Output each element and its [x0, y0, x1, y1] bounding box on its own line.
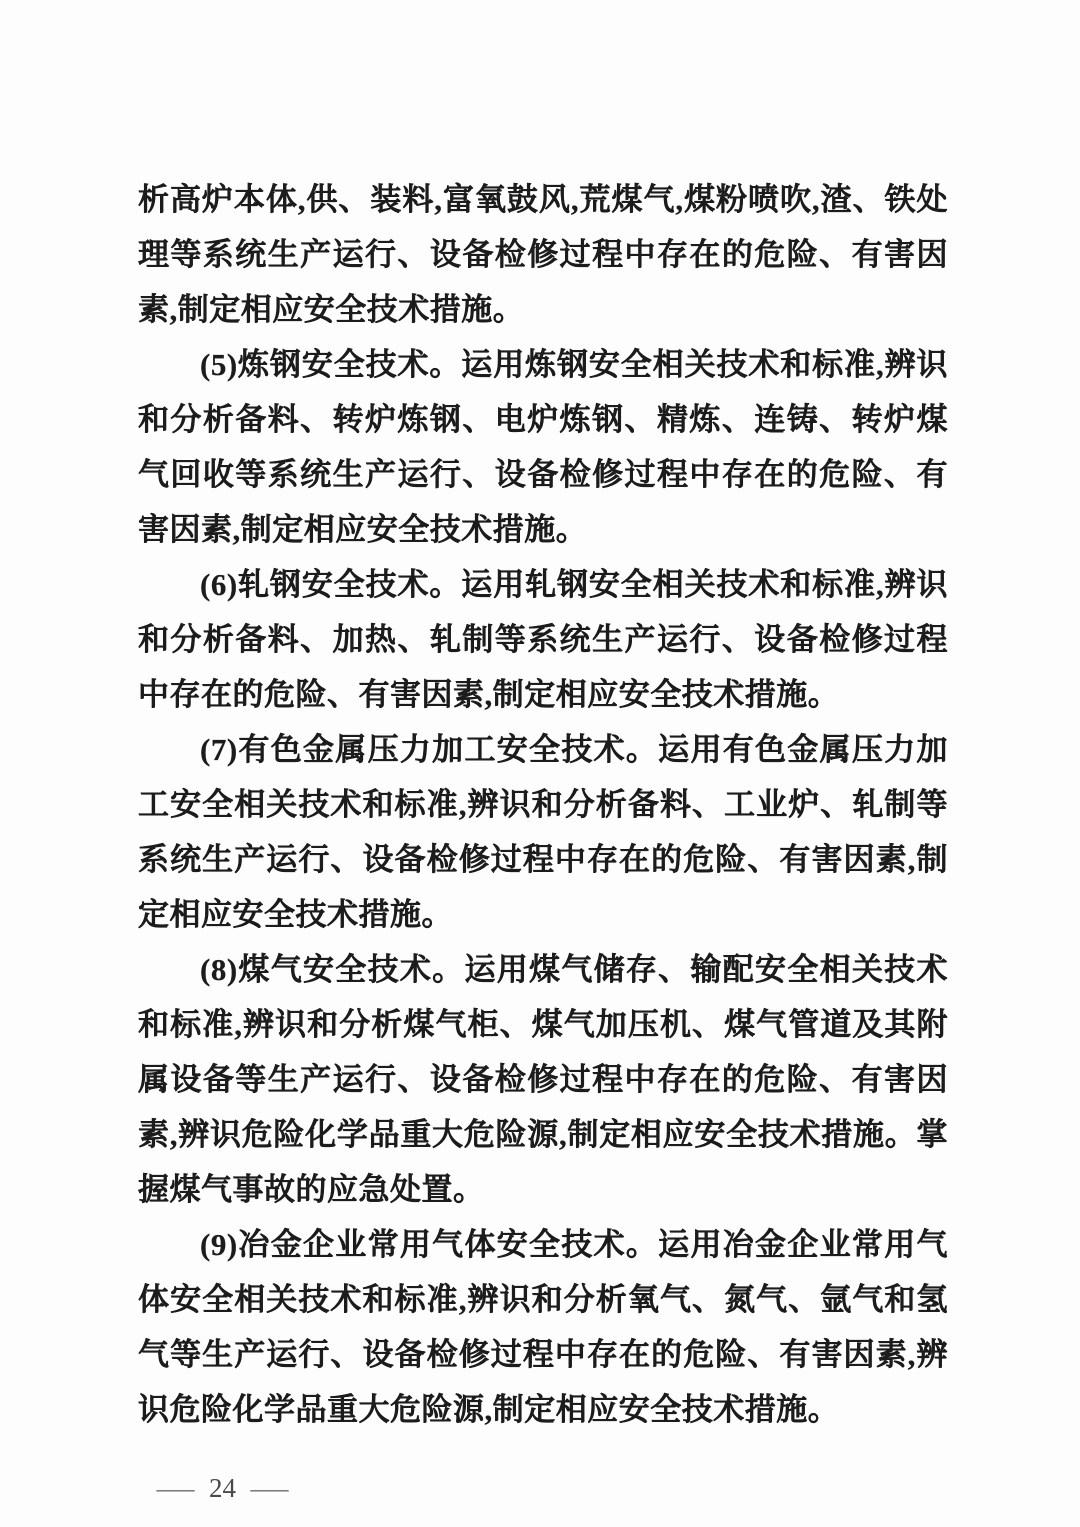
page-footer: [138, 1473, 945, 1504]
footer-dash-left: —: [156, 1473, 195, 1503]
paragraph-item-6-steel-rolling-safety: (6)轧钢安全技术。运用轧钢安全相关技术和标准,辨识和分析备料、加热、轧制等系统生产运行、设备检修过程中存在的危险、有害因素,制定相应安全技术措施。: [138, 567, 948, 712]
paragraph-continuation: 析高炉本体,供、装料,富氧鼓风,荒煤气,煤粉喷吹,渣、铁处理等系统生产运行、设备检修过程中存在的危险、有害因素,制定相应安全技术措施。: [138, 182, 948, 327]
paragraph-item-8-gas-safety: (8)煤气安全技术。运用煤气储存、输配安全相关技术和标准,辨识和分析煤气柜、煤气加压机、煤气管道及其附属设备等生产运行、设备检修过程中存在的危险、有害因素,辨识危险化学品重大危险源,制定相应安全技术措施。掌握煤气事故的应急处置。: [138, 952, 948, 1207]
footer-dash-right: —: [250, 1473, 289, 1503]
paragraph-item-7-nonferrous-pressure-processing-safety: (7)有色金属压力加工安全技术。运用有色金属压力加工安全相关技术和标准,辨识和分析备料、工业炉、轧制等系统生产运行、设备检修过程中存在的危险、有害因素,制定相应安全技术措施。: [138, 732, 948, 932]
paragraph-item-9-common-gases-safety: (9)冶金企业常用气体安全技术。运用冶金企业常用气体安全相关技术和标准,辨识和分析氧气、氮气、氩气和氢气等生产运行、设备检修过程中存在的危险、有害因素,辨识危险化学品重大危险源,制定相应安全技术措施。: [138, 1227, 948, 1427]
paragraph-item-5-steelmaking-safety: (5)炼钢安全技术。运用炼钢安全相关技术和标准,辨识和分析备料、转炉炼钢、电炉炼钢、精炼、连铸、转炉煤气回收等系统生产运行、设备检修过程中存在的危险、有害因素,制定相应安全技术措施。: [138, 347, 948, 547]
text-block: [138, 172, 948, 1437]
page-number: 24: [209, 1473, 236, 1503]
